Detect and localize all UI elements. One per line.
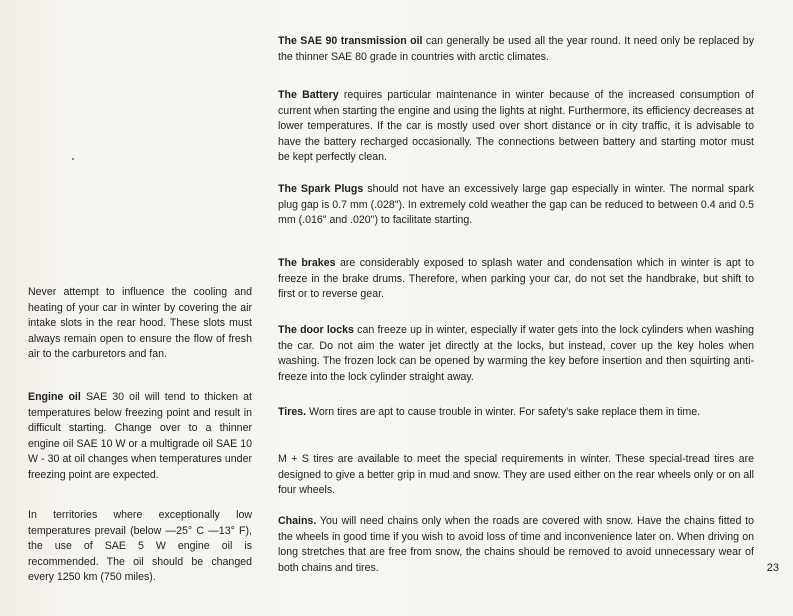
transmission-text: can generally be used all the year round. It need only be replaced by the thinner SAE 80 grade in countries with arctic climates. [278, 35, 754, 63]
door-locks-paragraph [278, 323, 754, 385]
transmission-heading: The SAE 90 transmission oil [278, 35, 423, 47]
brakes-paragraph [278, 256, 754, 303]
ms-tires-paragraph [278, 452, 754, 499]
chains-paragraph [278, 514, 754, 576]
spark-plugs-paragraph [278, 182, 754, 229]
chains-heading: Chains. [278, 515, 317, 527]
spark-plugs-heading: The Spark Plugs [278, 183, 364, 195]
cooling-paragraph [28, 285, 252, 363]
engine-oil-heading: Engine oil [28, 391, 81, 403]
territories-text: In territories where exceptionally low temperatures prevail (below —25° C —13° F), the use of SAE 5 W engine oil is recommended. The oil should be changed every 1250 km (750 miles). [28, 509, 252, 584]
engine-oil-text: SAE 30 oil will tend to thicken at temperatures below freezing point and result in difficult starting. Change over to a thinner engine oil SAE 10 W or a multigrade oil SAE 10 W - 30 at oil changes when temperatures under freezing point are expected. [28, 391, 252, 481]
ms-tires-text: M + S tires are available to meet the special requirements in winter. These special-tread tires are designed to give a better grip in mud and snow. They are used either on the rear wheels only or on all four wheels. [278, 453, 754, 497]
battery-heading: The Battery [278, 89, 339, 101]
page-number: 23 [766, 562, 779, 574]
chains-text: You will need chains only when the roads are covered with snow. Have the chains fitted to the wheels in good time if you wish to avoid loss of time and inconvenience later on. When driving on long stretches that are free from snow, the chains should be removed to avoid unnecessary wear of both chains and tires. [278, 515, 754, 574]
tires-text: Worn tires are apt to cause trouble in winter. For safety's sake replace them in time. [306, 406, 701, 418]
transmission-paragraph [278, 34, 754, 65]
door-locks-text: can freeze up in winter, especially if water gets into the lock cylinders when washing the car. Do not aim the water jet directly at the locks, but instead, cover up the key holes when washing. The frozen lock can be opened by warming the key before insertion and then squirting anti-freeze into the lock cylinder straight away. [278, 324, 754, 383]
engine-oil-paragraph [28, 390, 252, 484]
battery-paragraph [278, 88, 754, 166]
battery-text: requires particular maintenance in winter because of the increased consumption of current when starting the engine and using the lights at night. Furthermore, its efficiency decreases at lower temperatures. If the car is mostly used over short distance or in city traffic, it is advisable to have the battery recharged occasionally. The connections between battery and starting motor must be kept perfectly clean. [278, 89, 754, 164]
cooling-text: Never attempt to influence the cooling and heating of your car in winter by covering the air intake slots in the rear hood. These slots must always remain open to ensure the flow of fresh air to the carburetors and fan. [28, 286, 252, 361]
tires-heading: Tires. [278, 406, 307, 418]
territories-paragraph [28, 508, 252, 586]
brakes-heading: The brakes [278, 257, 336, 269]
print-speck [72, 158, 74, 160]
door-locks-heading: The door locks [278, 324, 354, 336]
spark-plugs-text: should not have an excessively large gap especially in winter. The normal spark plug gap is 0.7 mm (.028"). In extremely cold weather the gap can be reduced to between 0.4 and 0.5 mm (.016" and .020") to facilitate starting. [278, 183, 754, 227]
brakes-text: are considerably exposed to splash water and condensation which in winter is apt to freeze in the brake drums. Therefore, when parking your car, do not set the handbrake, but shift to first or to reverse gear. [278, 257, 754, 301]
tires-paragraph [278, 405, 754, 421]
